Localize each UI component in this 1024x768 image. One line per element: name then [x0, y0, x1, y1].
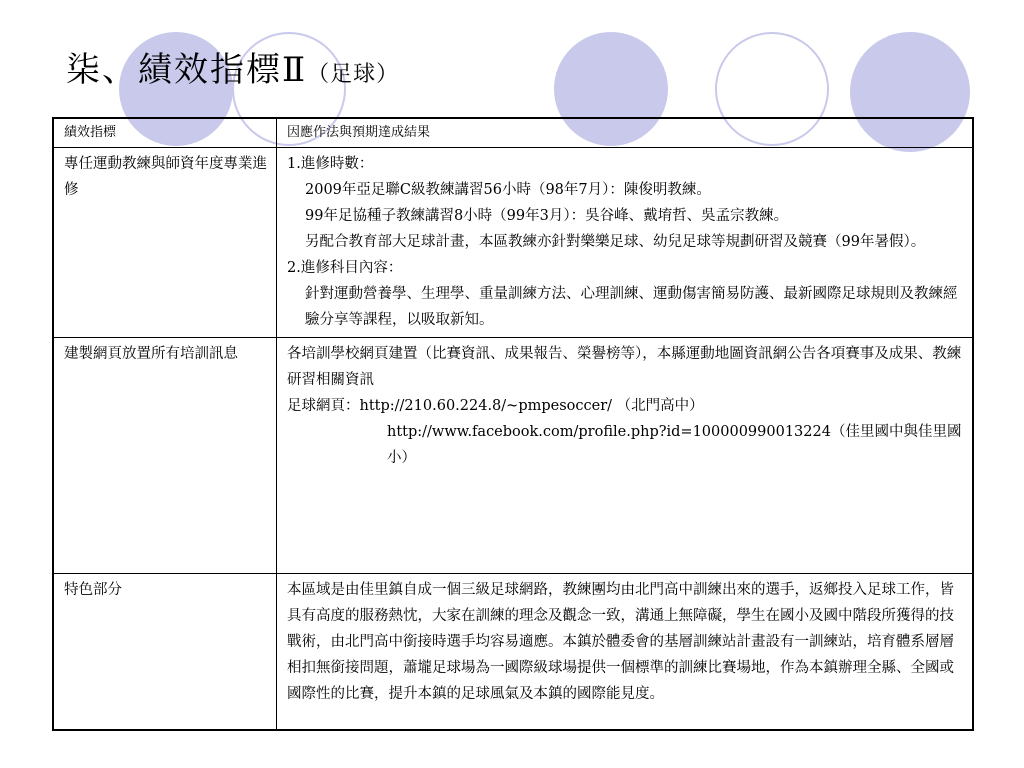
facebook-link[interactable]: http://www.facebook.com/profile.php?id=100000990013224（佳里國中與佳里國小）	[387, 424, 962, 466]
row-indicator: 特色部分	[53, 574, 277, 731]
slide-title-main: 柒、績效指標Ⅱ	[66, 50, 308, 90]
content-paragraph: 本區域是由佳里鎮自成一個三級足球網路，教練團均由北門高中訓練出來的選手，返鄉投入足球工作，皆具有高度的服務熱忱，大家在訓練的理念及觀念一致，溝通上無障礙，學生在國小及國中階段所獲得的技戰術，由北門高中銜接時選手均容易適應。本鎮於體委會的基層訓練站計畫設有一訓練站，培育體系層層相扣無銜接問題，蕭壠足球場為一國際級球場提供一個標準的訓練比賽場地，作為本鎮辦理全縣、全國或國際性的比賽，提升本鎮的足球風氣及本鎮的國際能見度。	[287, 582, 954, 702]
row-content	[277, 574, 974, 731]
content-line: 1.進修時數：	[287, 156, 374, 172]
table-header-row	[53, 118, 973, 148]
soccer-website-link[interactable]: 足球網頁：http://210.60.224.8/~pmpesoccer/ （北門高中）	[287, 398, 704, 414]
header-indicator: 績效指標	[53, 118, 277, 148]
slide-title-sub: （足球）	[307, 62, 400, 87]
slide-title	[66, 42, 399, 91]
performance-table	[52, 117, 974, 731]
table-row	[53, 148, 973, 338]
content-line: 各培訓學校網頁建置（比賽資訊、成果報告、榮譽榜等），本縣運動地圖資訊網公告各項賽事及成果、教練研習相關資訊	[287, 346, 962, 388]
header-actions: 因應作法與預期達成結果	[277, 118, 974, 148]
table-row	[53, 574, 973, 731]
content-line: 2009年亞足聯C級教練講習56小時（98年7月）：陳俊明教練。	[305, 182, 711, 198]
row-content	[277, 338, 974, 574]
content-line: 針對運動營養學、生理學、重量訓練方法、心理訓練、運動傷害簡易防護、最新國際足球規則及教練經驗分享等課程，以吸取新知。	[305, 286, 958, 328]
row-content	[277, 148, 974, 338]
row-indicator: 建製網頁放置所有培訓訊息	[53, 338, 277, 574]
content-line: 2.進修科目內容：	[287, 260, 403, 276]
content-line: 另配合教育部大足球計畫，本區教練亦針對樂樂足球、幼兒足球等規劃研習及競賽（99年暑假）。	[305, 234, 926, 250]
row-indicator: 專任運動教練與師資年度專業進修	[53, 148, 277, 338]
table-row	[53, 338, 973, 574]
content-line: 99年足協種子教練講習8小時（99年3月）：吳谷峰、戴堉哲、吳孟宗教練。	[305, 208, 789, 224]
